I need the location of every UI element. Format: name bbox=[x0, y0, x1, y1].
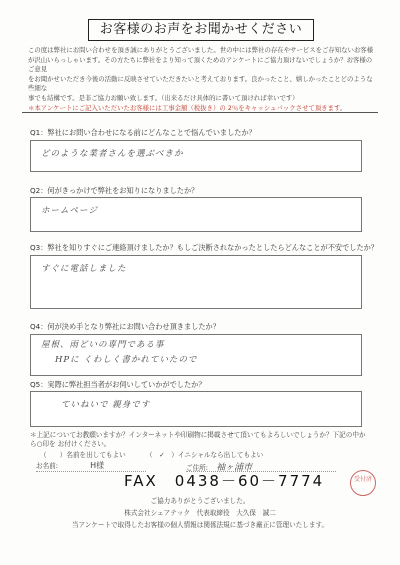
answer-2: ホームページ bbox=[41, 206, 98, 216]
option-name-ok[interactable]: （ ）名前を出してもよい bbox=[40, 451, 126, 459]
divider bbox=[22, 112, 378, 113]
answer-4-line-2: HPに くわしく書かれていたので bbox=[55, 355, 198, 365]
intro-line: が沢山いらっしゃいます。その方たちに弊社をより知って頂くためのアンケートにご協力頂けないでしょうか？お客様のご意見 bbox=[28, 55, 373, 74]
question-2: Q2：何がきっかけで弊社をお知りになりましたか？ bbox=[30, 186, 199, 195]
answer-box-5[interactable] bbox=[30, 391, 362, 427]
question-3: Q3：弊社を知りすぐにご連絡頂けましたか？もしご決断されなかったとしたらどんなことが不安でしたか？ bbox=[30, 243, 379, 252]
answer-box-2[interactable] bbox=[30, 197, 362, 232]
intro-line: 事でも結構です。是非ご協力お願い致します。（出来るだけ具体的に書いて頂ければ幸いです） bbox=[28, 93, 299, 102]
answer-3: すぐに電話しました bbox=[41, 264, 127, 274]
name-value: H様 bbox=[90, 461, 105, 470]
fax-number: FAX 0438－60－7774 bbox=[124, 472, 325, 490]
address-value: 袖ヶ浦市 bbox=[216, 463, 253, 473]
intro-text bbox=[28, 46, 376, 113]
stamp-text: 受付済 bbox=[353, 476, 372, 483]
privacy-text: 当アンケートで取得したお客様の個人情報は関係法規に基づき厳正に管理いたします。 bbox=[71, 521, 329, 529]
thanks-text: ご協力ありがとうございました。 bbox=[150, 497, 250, 505]
answer-1: どのような業者さんを選ぶべきか bbox=[41, 149, 184, 159]
question-1: Q1：弊社にお問い合わせになる前にどんなことで悩んでいましたか？ bbox=[30, 128, 256, 137]
answer-box-4[interactable] bbox=[30, 334, 362, 376]
received-stamp bbox=[350, 470, 376, 496]
publish-consent-question: ＊上記についてお教願いますか？インターネットや印刷物に掲載させて頂いてもよろしいでしょうか？下記の中から○印を お付けください。 bbox=[30, 431, 366, 448]
question-4: Q4：何が決め手となり弊社にお問い合わせ頂きましたか？ bbox=[30, 322, 220, 331]
intro-line: この度は弊社にお問い合わせを頂き誠にありがとうございました。世の中には弊社の存在やサービスをご存知ないお客様 bbox=[28, 46, 374, 54]
answer-box-3[interactable] bbox=[30, 255, 362, 309]
option-initials-ok[interactable]: （ ✓ ）イニシャルなら出してもよい bbox=[146, 451, 264, 459]
cashback-note: ＊本アンケートにご記入いただいたお客様には工事金額（税抜き）の 2％をキャッシュバックさせて頂きます。 bbox=[28, 103, 347, 112]
company-text: 株式会社シェアテック 代表取締役 大久保 誠二 bbox=[124, 509, 276, 517]
answer-4-line-1: 屋根、雨どいの専門である事 bbox=[41, 340, 165, 350]
name-label: お名前: bbox=[36, 462, 59, 470]
address-label: ご住所: bbox=[186, 464, 209, 472]
question-5: Q5：実際に弊社担当者がお伺いしていかがでしたか？ bbox=[30, 380, 206, 389]
answer-box-1[interactable] bbox=[30, 140, 362, 172]
intro-line: をお聞かせいただき今後の活動に反映させていただきたいと考えております。良かったこと、嬉しかったことどのような些細な bbox=[28, 74, 373, 93]
page-title: お客様のお声をお聞かせください bbox=[88, 19, 314, 41]
answer-5: ていねいで 親身です bbox=[61, 400, 151, 410]
